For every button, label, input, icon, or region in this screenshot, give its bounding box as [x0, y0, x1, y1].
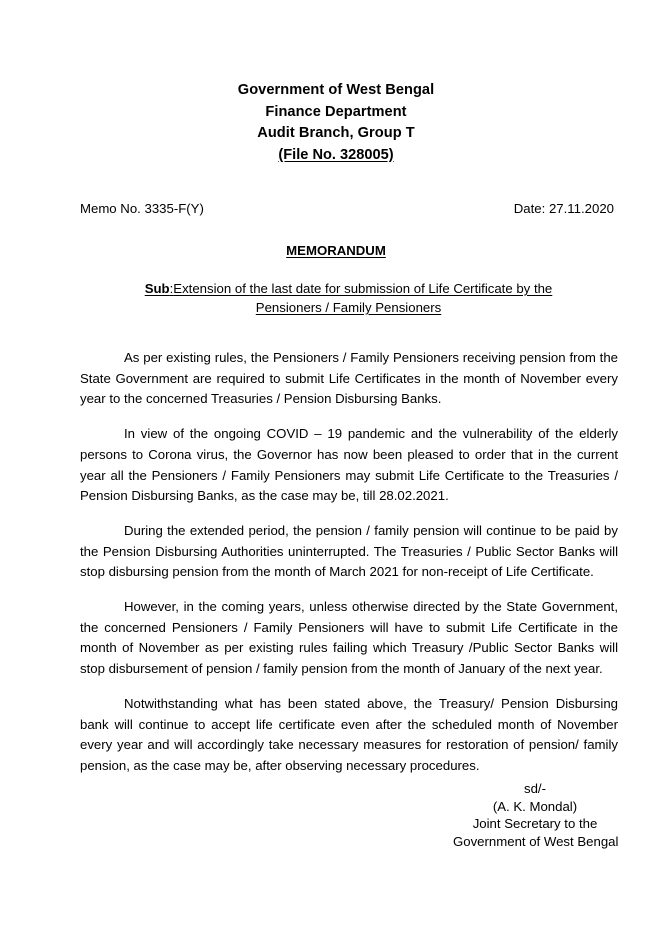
subject-label: Sub	[144, 281, 170, 296]
subject-line-2: Pensioners / Family Pensioners	[255, 300, 442, 315]
signature-block	[453, 780, 617, 850]
paragraph-4: However, in the coming years, unless otherwise directed by the State Government, the concerned Pensioners / Family Pensioners will have to submit Life Certificate in the month of November as per existing rules failing which Treasury /Public Sector Banks will stop disbursement of pension / family pension from the month of January of the next year.	[80, 599, 618, 677]
letterhead-government: Government of West Bengal	[237, 82, 435, 98]
page-title	[0, 243, 672, 258]
file-no-text: (File No. 328005)	[278, 146, 394, 163]
letterhead	[0, 80, 672, 166]
subject-line-1: Extension of the last date for submission of Life Certificate by the	[173, 281, 553, 296]
paragraph-3: During the extended period, the pension / family pension will continue to be paid by the Pension Disbursing Authorities uninterrupted. The Treasuries / Public Sector Banks will stop disbursing pension from the month of March 2021 for non-receipt of Life Certificate.	[80, 522, 618, 580]
subject-separator: :	[169, 281, 174, 296]
paragraph-1: As per existing rules, the Pensioners / Family Pensioners receiving pension from the State Government are required to submit Life Certificates in the month of November every year to the concerned Treasuries / Pension Disbursing Banks.	[80, 350, 618, 407]
memo-date: Date: 27.11.2020	[513, 201, 614, 216]
subject-block	[80, 279, 617, 317]
signature-designation-line-2: Government of West Bengal	[453, 833, 619, 849]
signature-designation-line-1: Joint Secretary to the	[472, 816, 598, 832]
letterhead-branch: Audit Branch, Group T	[257, 125, 415, 141]
memo-number: Memo No. 3335-F(Y)	[80, 201, 204, 216]
page-title-text: MEMORANDUM	[286, 243, 386, 258]
body-text	[80, 348, 618, 777]
letterhead-department: Finance Department	[265, 103, 407, 120]
paragraph-2: In view of the ongoing COVID – 19 pandemic and the vulnerability of the elderly persons to Corona virus, the Governor has now been pleased to order that in the current year all the Pensioners / Family Pensioners may submit Life Certificate to the Treasuries / Pension Disbursing Banks, as the case may be, till 28.02.2021.	[80, 426, 618, 504]
memo-header-row	[80, 200, 617, 218]
paragraph-5: Notwithstanding what has been stated above, the Treasury/ Pension Disbursing bank will continue to accept life certificate even after the scheduled month of November every year and will accordingly take necessary measures for restoration of pension/ family pension, as the case may be, after observing necessary procedures.	[80, 695, 618, 773]
signature-name: (A. K. Mondal)	[492, 798, 578, 814]
signature-sd: sd/-	[524, 781, 546, 796]
letterhead-file-no	[0, 145, 672, 167]
